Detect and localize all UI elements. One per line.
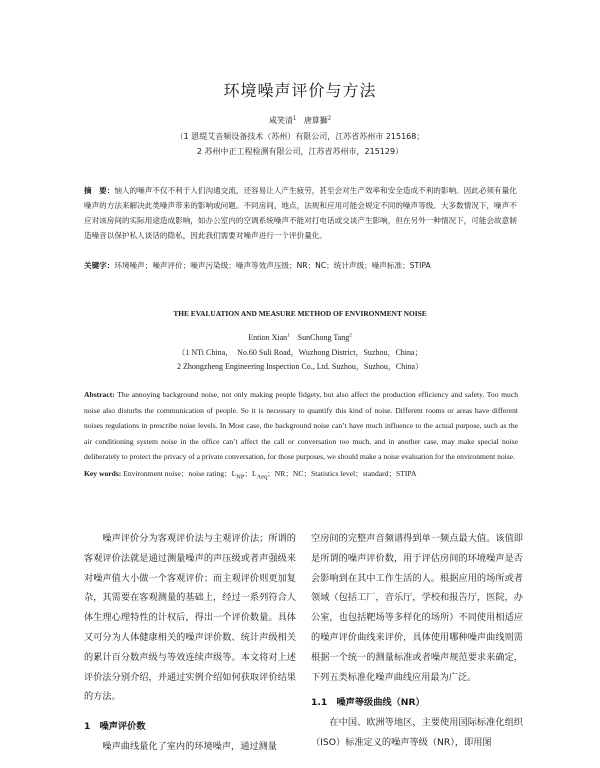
en-title: THE EVALUATION AND MEASURE METHOD OF ENVIRONMENT NOISE (173, 309, 427, 318)
subsection-1-1-heading: 1.1 噪声等级曲线（NR） (311, 697, 425, 709)
cn-abstract (84, 183, 518, 243)
cn-keywords-text: 环境噪声；噪声评价；噪声污染级；噪声等效声压级；NR；NC；统计声级；噪声标准；STIPA (114, 261, 431, 270)
cn-author-1-sup: 1 (292, 115, 297, 122)
cn-affiliation-2: 2 苏州中正工程检测有限公司，江苏省苏州市，215129） (196, 147, 404, 156)
cn-keywords-label: 关键字： (84, 261, 115, 270)
en-keywords-label: Key words: (84, 469, 122, 478)
body-paragraph-sub11: 在中国、欧洲等地区，主要使用国际标准化组织（ISO）标准定义的噪声等级（NR），即用图 (311, 717, 523, 748)
en-keywords-sub-aeq: Aeq (256, 473, 268, 481)
body-paragraph-intro: 噪声评价分为客观评价法与主观评价法；所谓的客观评价法就是通过测量噪声的声压级或者声强级来对噪声值大小做一个客观评价；而主观评价则更加复杂，其需要在客观测量的基础上，经过一系列符合人体生理心理特性的计权后，得出一个评价数量。具体又可分为人体健康相关的噪声评价数、统计声级相关的累计百分数声级与等效连续声级等。本文将对上述评价法分别介绍，并通过实例介绍如何获取评价结果的方法。 (84, 533, 296, 703)
en-keywords-sub-np: NP (236, 473, 245, 481)
en-keywords (84, 466, 518, 485)
cn-author-2: 唐算獅 (303, 116, 328, 125)
body-left-column (84, 529, 296, 757)
body-paragraph-sec1: 噪声曲线量化了室内的环境噪声，通过测量 (102, 740, 277, 752)
en-author-2-sup: 2 (349, 333, 352, 339)
en-abstract-text: The annoying background noise, not only making people fidgety, but also affect the production efficiency and safety. Too much noise also disturbs the communication of people. So it is necessary to quantify this kind of noise. Different rooms or areas have different noises regulations in prescribe noise levels. In Most case, the background noise can’t have much influence to the actual purpose, such as the air conditioning system noise in the office can’t affect the call or conversation too much, and in another case, may make special noise deliberately to protect the privacy of a private conversation, for those purposes, we should make a noise evaluation for the environment noise. (84, 390, 518, 462)
section-1-heading: 1 噪声评价数 (84, 721, 146, 733)
cn-affiliation-1: （1 恩缇艾音频设备技术（苏州）有限公司，江苏省苏州市 215168； (175, 132, 425, 141)
en-keywords-c: ；NR；NC；Statistics level；standard；STIPA (267, 469, 417, 478)
cn-abstract-text: 恼人的噪声不仅不利于人们沟通交流，还容易让人产生疲劳，甚至会对生产效率和安全造成不利的影响。因此必须有量化噪声的方法来解决此类噪声带来的影响或问题。不同房间，地点，法规和应用可能会规定不同的噪声等级。大多数情况下，噪声不应对该房间的实际用途造成影响，如办公室内的空调系统噪声不能对打电话或交谈产生影响，但在另外一种情况下，可能会故意制造噪音以保护私人谈话的隐私，因此我们需要对噪声进行一个评价量化。 (84, 186, 517, 240)
en-affiliation-1: （1 NTi China， No.60 Suli Road，Wuzhong District，Suzhou，China； (177, 348, 423, 357)
body-right-column (311, 529, 523, 753)
cn-title: 环境噪声评价与方法 (223, 81, 377, 100)
cn-abstract-label: 摘 要： (84, 186, 115, 195)
body-paragraph-continued: 空房间的完整声音频谱得到单一频点最大值。该值即是所谓的噪声评价数，用于评估房间的环境噪声是否会影响到在其中工作生活的人。根据应用的场所或者领域（包括工厂，音乐厅，学校和报告厅，医院，办公室，也包括靶场等多样化的场所）不同使用相适应的噪声评价曲线来评价，具体使用哪种噪声曲线则需根据一个统一的测量标准或者噪声规范要求来确定，下列五类标准化噪声曲线应用最为广泛。 (311, 533, 523, 683)
en-abstract (84, 387, 518, 465)
cn-authors (0, 115, 600, 126)
cn-author-1: 咸笑清 (268, 116, 293, 125)
en-author-1: Ention Xian (248, 333, 288, 342)
cn-author-2-sup: 2 (327, 115, 331, 122)
en-keywords-a: Environment noise；noise rating；L (123, 469, 237, 478)
en-author-2: SunChong Tang (297, 333, 350, 342)
en-abstract-label: Abstract: (84, 390, 115, 399)
en-authors (0, 333, 600, 342)
cn-keywords (84, 258, 518, 273)
en-affiliation-2: 2 Zhongzheng Engineering Inspection Co., Ltd. Suzhou，Suzhou，China） (177, 362, 423, 371)
en-keywords-b: ；L (244, 469, 257, 478)
en-author-1-sup: 1 (287, 333, 290, 339)
